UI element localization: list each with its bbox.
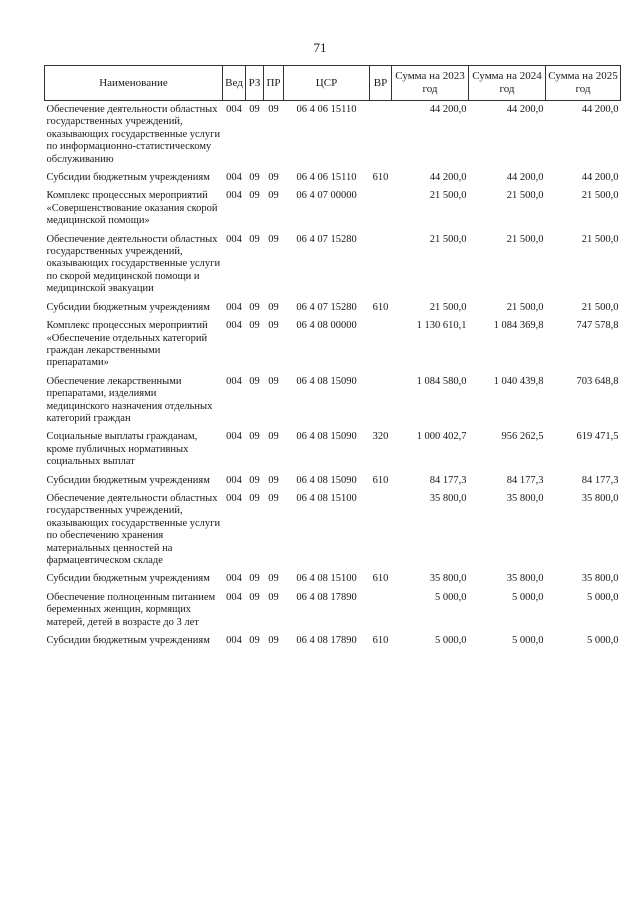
row-sum-2025: 84 177,3 <box>581 474 619 486</box>
row-sum-2025: 5 000,0 <box>587 635 619 647</box>
row-vr: 320 <box>372 431 389 443</box>
row-vr <box>370 187 392 230</box>
row-sum-2024: 1 040 439,8 <box>493 375 544 387</box>
row-sum-2025: 21 500,0 <box>581 190 619 202</box>
row-csr: 06 4 08 15090 <box>296 474 357 486</box>
col-name-header: Наименование <box>45 66 223 101</box>
row-csr: 06 4 08 15100 <box>296 492 357 504</box>
col-sum2025-header: Сумма на 2025 год <box>546 66 621 101</box>
table-row <box>45 632 621 650</box>
row-sum-2025: 747 578,8 <box>576 320 619 332</box>
row-name: Социальные выплаты гражданам, кроме публичных нормативных социальных выплат <box>46 431 198 468</box>
row-vr <box>370 373 392 429</box>
row-csr: 06 4 08 15100 <box>296 573 357 585</box>
row-ved: 004 <box>226 233 242 245</box>
row-rz: 09 <box>249 573 260 585</box>
row-csr: 06 4 08 17890 <box>296 635 357 647</box>
row-sum-2023: 84 177,3 <box>429 474 467 486</box>
row-ved: 004 <box>226 375 242 387</box>
header-row <box>45 66 621 101</box>
table-row <box>45 490 621 570</box>
row-rz: 09 <box>249 474 260 486</box>
row-vr: 610 <box>372 635 389 647</box>
row-sum-2025: 44 200,0 <box>581 104 619 115</box>
row-ved: 004 <box>226 591 242 603</box>
row-pr: 09 <box>268 375 279 387</box>
row-name: Субсидии бюджетным учреждениям <box>46 172 210 184</box>
row-csr: 06 4 07 15280 <box>296 233 357 245</box>
row-csr: 06 4 08 15090 <box>296 431 357 443</box>
row-rz: 09 <box>249 375 260 387</box>
row-name: Обеспечение деятельности областных государственных учреждений, оказывающих государственные услуги по обеспечению хранения материальных ценностей на фармацевтическом складе <box>46 492 221 566</box>
row-sum-2023: 5 000,0 <box>435 591 467 603</box>
row-sum-2023: 35 800,0 <box>429 492 467 504</box>
row-vr <box>370 490 392 570</box>
row-pr: 09 <box>268 320 279 332</box>
row-rz: 09 <box>249 492 260 504</box>
page-number: 71 <box>313 40 327 55</box>
row-pr: 09 <box>268 301 279 313</box>
col-rz-header: РЗ <box>246 66 264 101</box>
table-body <box>45 101 621 651</box>
row-pr: 09 <box>268 635 279 647</box>
row-ved: 004 <box>226 474 242 486</box>
row-rz: 09 <box>249 431 260 443</box>
row-rz: 09 <box>249 190 260 202</box>
row-sum-2024: 1 084 369,8 <box>493 320 544 332</box>
table-row <box>45 169 621 187</box>
row-sum-2024: 84 177,3 <box>506 474 544 486</box>
row-name: Комплекс процессных мероприятий «Обеспечение отдельных категорий граждан лекарственными препаратами» <box>46 320 208 369</box>
row-vr: 610 <box>372 301 389 313</box>
budget-table <box>44 65 621 650</box>
row-sum-2023: 35 800,0 <box>429 573 467 585</box>
row-csr: 06 4 06 15110 <box>296 104 357 115</box>
row-csr: 06 4 07 00000 <box>296 190 357 202</box>
row-name: Субсидии бюджетным учреждениям <box>46 635 210 647</box>
row-name: Обеспечение лекарственными препаратами, изделиями медицинского назначения отдельных категорий граждан <box>46 375 213 424</box>
row-sum-2023: 21 500,0 <box>429 233 467 245</box>
table-row <box>45 317 621 373</box>
row-sum-2023: 1 130 610,1 <box>416 320 467 332</box>
row-sum-2025: 619 471,5 <box>576 431 619 443</box>
col-pr-header: ПР <box>264 66 284 101</box>
row-name: Комплекс процессных мероприятий «Совершенствование оказания скорой медицинской помощи» <box>46 190 218 227</box>
row-csr: 06 4 08 15090 <box>296 375 357 387</box>
table-row <box>45 472 621 490</box>
row-csr: 06 4 06 15110 <box>296 172 357 184</box>
row-sum-2025: 21 500,0 <box>581 233 619 245</box>
table-row <box>45 373 621 429</box>
col-csr-header: ЦСР <box>284 66 370 101</box>
row-vr: 610 <box>372 172 389 184</box>
row-pr: 09 <box>268 492 279 504</box>
row-sum-2023: 21 500,0 <box>429 190 467 202</box>
row-pr: 09 <box>268 104 279 115</box>
table-row <box>45 101 621 170</box>
row-pr: 09 <box>268 573 279 585</box>
row-sum-2024: 44 200,0 <box>506 104 544 115</box>
row-ved: 004 <box>226 492 242 504</box>
row-ved: 004 <box>226 104 242 115</box>
col-sum2023-header: Сумма на 2023 год <box>392 66 469 101</box>
row-ved: 004 <box>226 190 242 202</box>
row-sum-2025: 703 648,8 <box>576 375 619 387</box>
row-rz: 09 <box>249 301 260 313</box>
row-sum-2024: 35 800,0 <box>506 573 544 585</box>
row-sum-2023: 21 500,0 <box>429 301 467 313</box>
row-name: Субсидии бюджетным учреждениям <box>46 573 210 585</box>
row-sum-2024: 21 500,0 <box>506 233 544 245</box>
row-vr <box>370 317 392 373</box>
row-sum-2023: 5 000,0 <box>435 635 467 647</box>
col-sum2024-header: Сумма на 2024 год <box>469 66 546 101</box>
table-row <box>45 428 621 471</box>
row-vr <box>370 101 392 170</box>
row-name: Субсидии бюджетным учреждениям <box>46 301 210 313</box>
table-row <box>45 187 621 230</box>
row-sum-2024: 44 200,0 <box>506 172 544 184</box>
row-pr: 09 <box>268 431 279 443</box>
row-sum-2025: 35 800,0 <box>581 492 619 504</box>
row-rz: 09 <box>249 635 260 647</box>
table-row <box>45 299 621 317</box>
row-pr: 09 <box>268 172 279 184</box>
row-sum-2024: 956 262,5 <box>501 431 544 443</box>
row-pr: 09 <box>268 233 279 245</box>
row-csr: 06 4 08 00000 <box>296 320 357 332</box>
row-sum-2025: 35 800,0 <box>581 573 619 585</box>
row-rz: 09 <box>249 591 260 603</box>
row-ved: 004 <box>226 320 242 332</box>
table-row <box>45 231 621 299</box>
table-header <box>45 66 621 101</box>
row-sum-2024: 21 500,0 <box>506 301 544 313</box>
row-name: Обеспечение деятельности областных государственных учреждений, оказывающих государственные услуги по информационно-статистическому обслуживанию <box>46 104 221 165</box>
row-pr: 09 <box>268 474 279 486</box>
row-sum-2023: 1 000 402,7 <box>416 431 467 443</box>
row-ved: 004 <box>226 431 242 443</box>
table-row <box>45 589 621 632</box>
row-csr: 06 4 07 15280 <box>296 301 357 313</box>
row-sum-2024: 5 000,0 <box>512 591 544 603</box>
row-ved: 004 <box>226 172 242 184</box>
col-vr-header: ВР <box>370 66 392 101</box>
row-sum-2023: 1 084 580,0 <box>416 375 467 387</box>
row-sum-2025: 5 000,0 <box>587 591 619 603</box>
row-vr <box>370 231 392 299</box>
row-vr: 610 <box>372 573 389 585</box>
row-sum-2023: 44 200,0 <box>429 104 467 115</box>
row-sum-2025: 21 500,0 <box>581 301 619 313</box>
row-ved: 004 <box>226 573 242 585</box>
table-row <box>45 570 621 588</box>
row-name: Обеспечение деятельности областных государственных учреждений, оказывающих государственные услуги по скорой медицинской помощи и медицинской эвакуации <box>46 233 221 295</box>
row-sum-2024: 21 500,0 <box>506 190 544 202</box>
row-pr: 09 <box>268 190 279 202</box>
row-csr: 06 4 08 17890 <box>296 591 357 603</box>
row-sum-2025: 44 200,0 <box>581 172 619 184</box>
row-ved: 004 <box>226 635 242 647</box>
row-name: Обеспечение полноценным питанием беременных женщин, кормящих матерей, детей в возрасте до 3 лет <box>46 591 216 628</box>
row-rz: 09 <box>249 233 260 245</box>
row-vr <box>370 589 392 632</box>
col-ved-header: Вед <box>223 66 246 101</box>
row-sum-2024: 35 800,0 <box>506 492 544 504</box>
row-vr: 610 <box>372 474 389 486</box>
row-sum-2024: 5 000,0 <box>512 635 544 647</box>
row-rz: 09 <box>249 172 260 184</box>
row-name: Субсидии бюджетным учреждениям <box>46 474 210 486</box>
row-rz: 09 <box>249 320 260 332</box>
row-pr: 09 <box>268 591 279 603</box>
row-ved: 004 <box>226 301 242 313</box>
row-rz: 09 <box>249 104 260 115</box>
row-sum-2023: 44 200,0 <box>429 172 467 184</box>
